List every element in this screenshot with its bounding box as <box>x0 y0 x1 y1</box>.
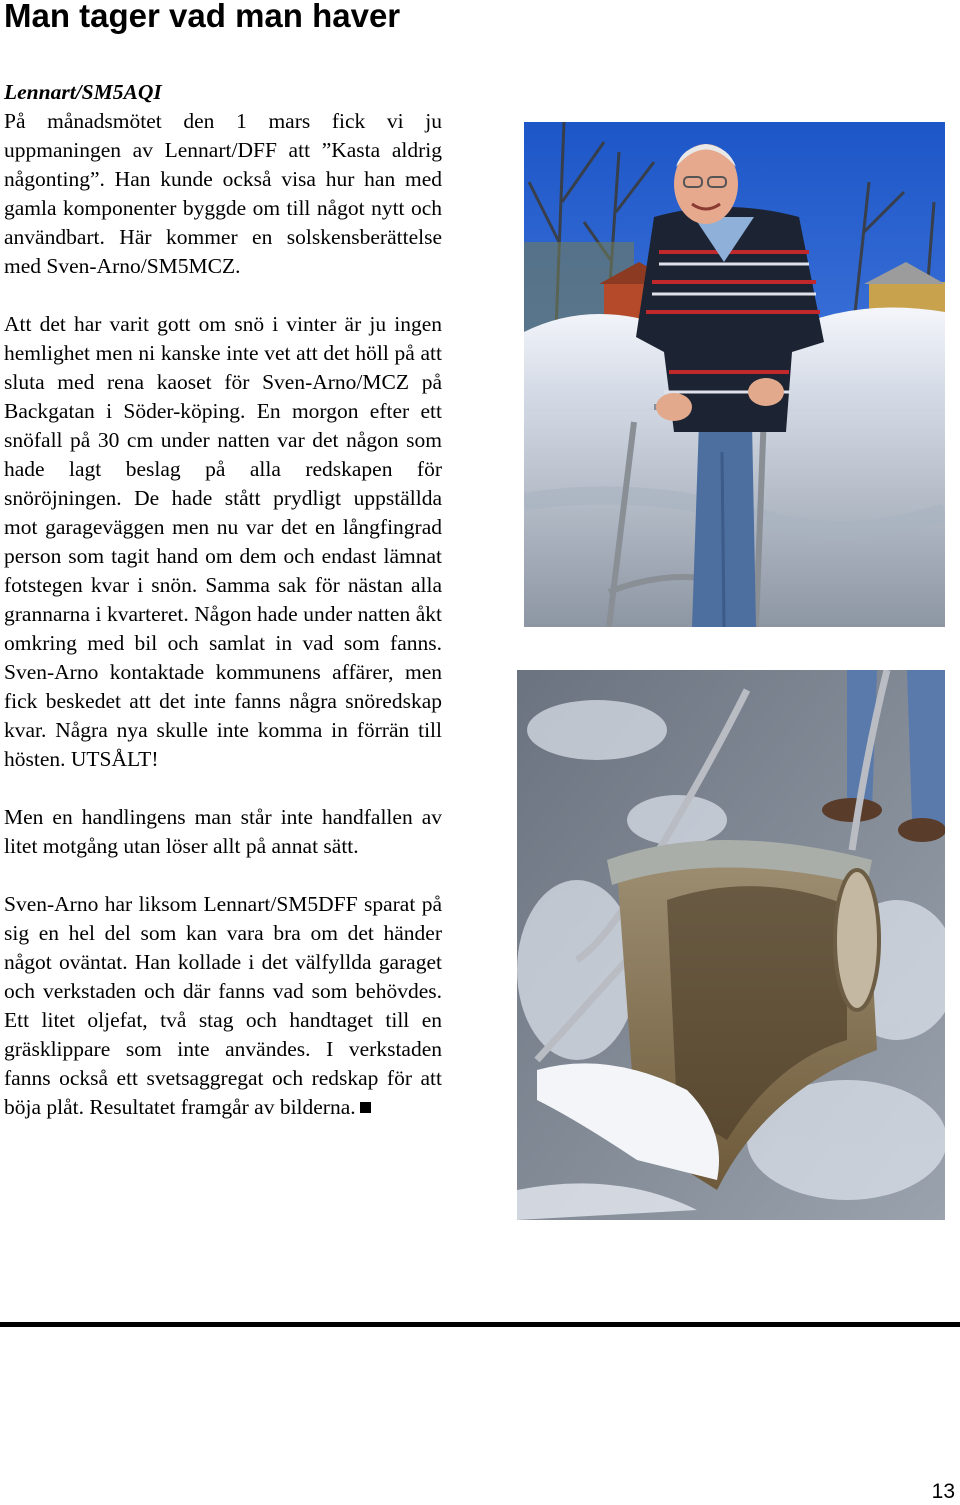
photo-snow-shovel-closeup <box>517 670 945 1220</box>
page-number: 13 <box>931 1480 955 1503</box>
closing-paragraph <box>4 890 442 1122</box>
end-of-article-mark <box>360 1102 371 1113</box>
article-body <box>4 78 442 1151</box>
photo-man-with-snow-shovel <box>524 122 945 627</box>
paragraph-text: Sven-Arno har liksom Lennart/SM5DFF sparat på sig en hel del som kan vara bra om det händer något oväntat. Han kollade i det välfyllda garaget och verkstaden och där fanns vad som behövdes. Ett litet oljefat, två stag och handtaget till en gräsklippare som inte användes. I verkstaden fanns också ett svetsaggregat och redskap för att böja plåt. Resultatet framgår av bilderna. <box>4 892 442 1119</box>
byline: Lennart/SM5AQI <box>4 80 162 104</box>
story-paragraph: Att det har varit gott om snö i vinter är ju ingen hemlighet men ni kanske inte vet att det höll på att sluta med rena kaoset för Sven-Arno/MCZ på Backgatan i Söder-köping. En morgon efter ett snöfall på 30 cm under natten var det någon som hade lagt beslag på alla redskapen för snöröjningen. De hade stått prydligt uppställda mot garageväggen men nu var det en långfingrad person som tagit hand om dem och endast lämnat fotstegen kvar i snön. Samma sak för nästan alla grannarna i kvarteret. Någon hade under natten åkt omkring med bil och samlat in vad som fanns. Sven-Arno kontaktade kommunens affärer, men fick beskedet att det inte fanns några snöredskap kvar. Några nya skulle inte komma in förrän till hösten. UTSÅLT! <box>4 312 442 771</box>
turning-paragraph: Men en handlingens man står inte handfallen av litet motgång utan löser allt på annat sätt. <box>4 805 442 858</box>
intro-paragraph <box>4 78 442 281</box>
paragraph-text: På månadsmötet den 1 mars fick vi ju uppmaningen av Lennart/DFF att ”Kasta aldrig någonting”. Han kunde också visa hur han med gamla komponenter byggde om till något nytt och användbart. Här kommer en solskensberättelse med Sven-Arno/SM5MCZ. <box>4 109 442 278</box>
footer-rule <box>0 1322 960 1327</box>
article-title: Man tager vad man haver <box>4 0 401 34</box>
